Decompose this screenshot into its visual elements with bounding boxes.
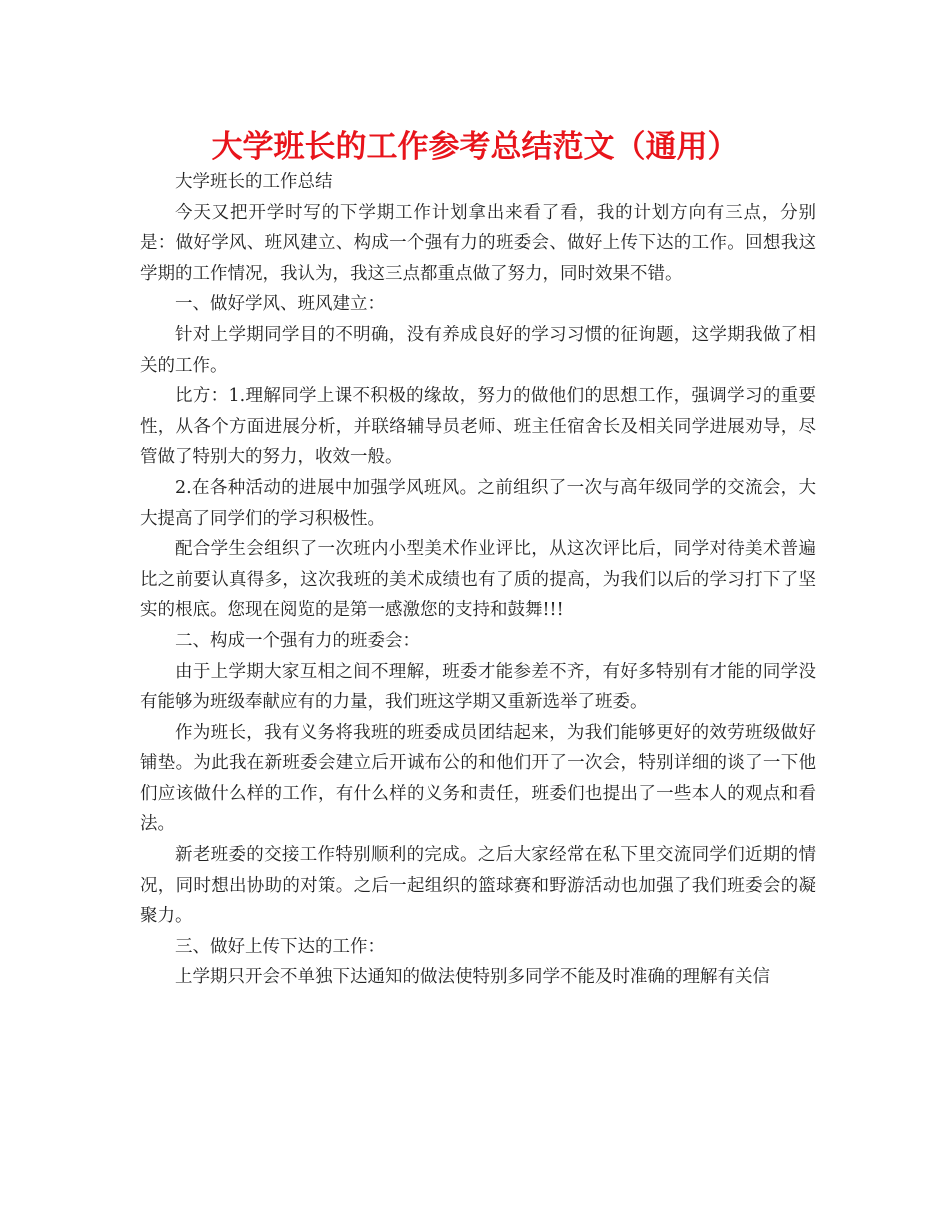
section-heading-3: 三、做好上传下达的工作： (175, 936, 385, 957)
section-heading-2: 二、构成一个强有力的班委会： (175, 630, 420, 651)
body-paragraph: 由于上学期大家互相之间不理解，班委才能参差不齐，有好多特别有才能的同学没有能够为班级奉献应有的力量，我们班这学期又重新选举了班委。 (140, 661, 816, 713)
body-paragraph: 上学期只开会不单独下达通知的做法使特别多同学不能及时准确的理解有关信 (175, 967, 770, 988)
document-title: 大学班长的工作参考总结范文（通用） (211, 129, 739, 165)
section-heading-1: 一、做好学风、班风建立： (175, 294, 385, 315)
body-paragraph: 配合学生会组织了一次班内小型美术作业评比，从这次评比后，同学对待美术普遍比之前要认真得多，这次我班的美术成绩也有了质的提高，为我们以后的学习打下了坚实的根底。您现在阅览的是第一感激您的支持和鼓舞!!! (140, 539, 816, 621)
document-body (140, 167, 816, 993)
body-paragraph: 针对上学期同学目的不明确，没有养成良好的学习习惯的征询题，这学期我做了相关的工作。 (140, 324, 816, 376)
body-paragraph: 新老班委的交接工作特别顺利的完成。之后大家经常在私下里交流同学们近期的情况，同时想出协助的对策。之后一起组织的篮球赛和野游活动也加强了我们班委会的凝聚力。 (140, 845, 816, 927)
intro-paragraph: 今天又把开学时写的下学期工作计划拿出来看了看，我的计划方向有三点，分别是：做好学风、班风建立、构成一个强有力的班委会、做好上传下达的工作。回想我这学期的工作情况，我认为，我这三点都重点做了努力，同时效果不错。 (140, 202, 816, 284)
body-paragraph: 作为班长，我有义务将我班的班委成员团结起来，为我们能够更好的效劳班级做好铺垫。为此我在新班委会建立后开诚布公的和他们开了一次会，特别详细的谈了一下他们应该做什么样的工作，有什么样的义务和责任，班委们也提出了一些本人的观点和看法。 (140, 722, 816, 835)
subtitle-paragraph: 大学班长的工作总结 (175, 172, 333, 192)
body-paragraph: 2.在各种活动的进展中加强学风班风。之前组织了一次与高年级同学的交流会，大大提高了同学们的学习积极性。 (140, 477, 816, 529)
body-paragraph: 比方：1.理解同学上课不积极的缘故，努力的做他们的思想工作，强调学习的重要性，从各个方面进展分析，并联络辅导员老师、班主任宿舍长及相关同学进展劝导，尽管做了特别大的努力，收效一般。 (140, 386, 816, 468)
